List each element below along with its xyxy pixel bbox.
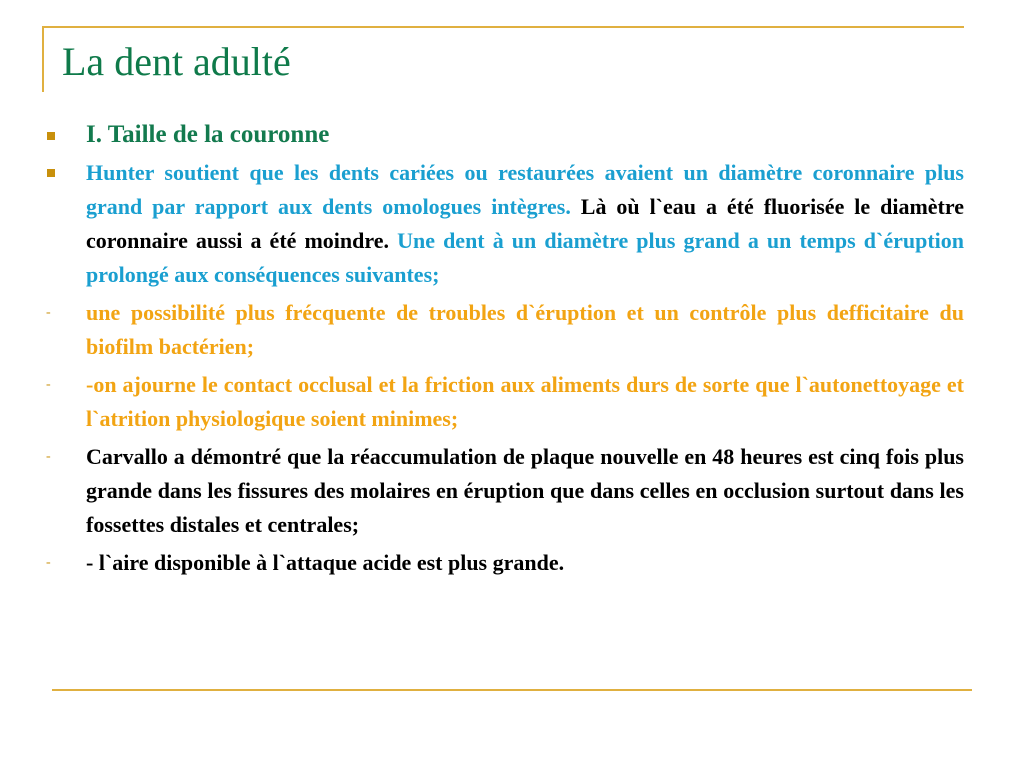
dash-bullet-icon: -	[46, 449, 51, 464]
dash-item-acid	[44, 546, 964, 580]
text-segment: une possibilité plus frécquente de troubles d`éruption et un contrôle plus defficitaire du biofilm bactérien;	[86, 300, 964, 359]
text-segment: Une dent à un diamètre plus grand a un temps d`éruption prolongé aux conséquences suivantes;	[86, 228, 964, 287]
bullet-item-heading	[44, 118, 964, 152]
bullet-item-hunter	[44, 156, 964, 292]
dash-item-carvallo	[44, 440, 964, 542]
text-segment: Hunter soutient que les dents cariées ou restaurées avaient un diamètre coronnaire plus grand par rapport aux dents omologues intègres.	[86, 160, 964, 219]
slide-title: La dent adulté	[62, 39, 291, 84]
frame-top-rule	[42, 26, 964, 28]
bullet-list	[44, 118, 964, 584]
text-segment: Carvallo a démontré que la réaccumulation de plaque nouvelle en 48 heures est cinq fois plus grande dans les fissures des molaires en éruption que dans celles en occlusion surtout dans les fossettes distales et centrales;	[86, 444, 964, 537]
dash-bullet-icon: -	[46, 305, 51, 320]
square-bullet-icon	[47, 132, 55, 140]
dash-bullet-icon: -	[46, 555, 51, 570]
dash-item-eruption	[44, 296, 964, 364]
text-segment: -on ajourne le contact occlusal et la friction aux aliments durs de sorte que l`autonettoyage et l`atrition physiologique soient minimes;	[86, 372, 964, 431]
dash-bullet-icon: -	[46, 377, 51, 392]
text-segment: - l`aire disponible à l`attaque acide est plus grande.	[86, 550, 565, 575]
square-bullet-icon	[47, 169, 55, 177]
frame-bottom-rule	[52, 689, 972, 691]
dash-item-occlusal	[44, 368, 964, 436]
frame-vertical-rule	[42, 26, 44, 92]
heading-text: I. Taille de la couronne	[86, 121, 330, 148]
text-segment: Là où l`eau a été fluorisée le diamètre coronnaire aussi a été moindre.	[86, 194, 964, 253]
